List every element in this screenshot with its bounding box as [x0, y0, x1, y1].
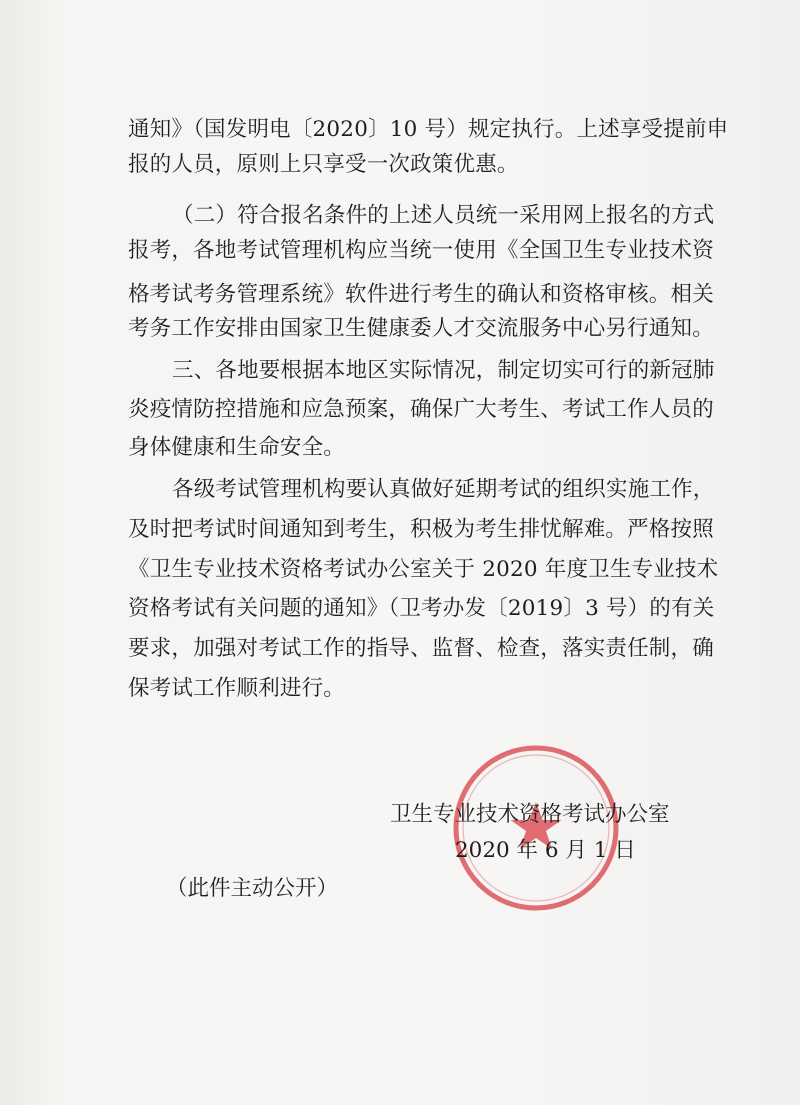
issue-date: 2020 年 6 月 1 日 [455, 838, 636, 863]
body-line: 身体健康和生命安全。 [128, 435, 346, 460]
body-line: 及时把考试时间通知到考生，积极为考生排忧解难。严格按照 [128, 517, 714, 542]
body-line: （二）符合报名条件的上述人员统一采用网上报名的方式 [172, 203, 715, 228]
body-line: 报考，各地考试管理机构应当统一使用《全国卫生专业技术资 [128, 238, 714, 263]
body-line: 要求，加强对考试工作的指导、监督、检查，落实责任制，确 [128, 636, 714, 661]
issuing-office: 卫生专业技术资格考试办公室 [390, 802, 670, 827]
body-line: 《卫生专业技术资格考试办公室关于 2020 年度卫生专业技术 [128, 557, 719, 582]
body-line: 炎疫情防控措施和应急预案，确保广大考生、考试工作人员的 [128, 397, 714, 422]
body-line: 考务工作安排由国家卫生健康委人才交流服务中心另行通知。 [128, 316, 714, 341]
body-line: 保考试工作顺利进行。 [128, 676, 346, 701]
disclosure-note: （此件主动公开） [166, 876, 339, 901]
body-line: 三、各地要根据本地区实际情况，制定切实可行的新冠肺 [172, 358, 715, 383]
body-line: 各级考试管理机构要认真做好延期考试的组织实施工作， [172, 477, 715, 502]
body-line: 通知》（国发明电〔2020〕10 号）规定执行。上述享受提前申 [128, 117, 729, 142]
body-line: 报的人员，原则上只享受一次政策优惠。 [128, 152, 519, 177]
body-line: 格考试考务管理系统》软件进行考生的确认和资格审核。相关 [128, 282, 714, 307]
body-line: 资格考试有关问题的通知》（卫考办发〔2019〕3 号）的有关 [128, 596, 715, 621]
